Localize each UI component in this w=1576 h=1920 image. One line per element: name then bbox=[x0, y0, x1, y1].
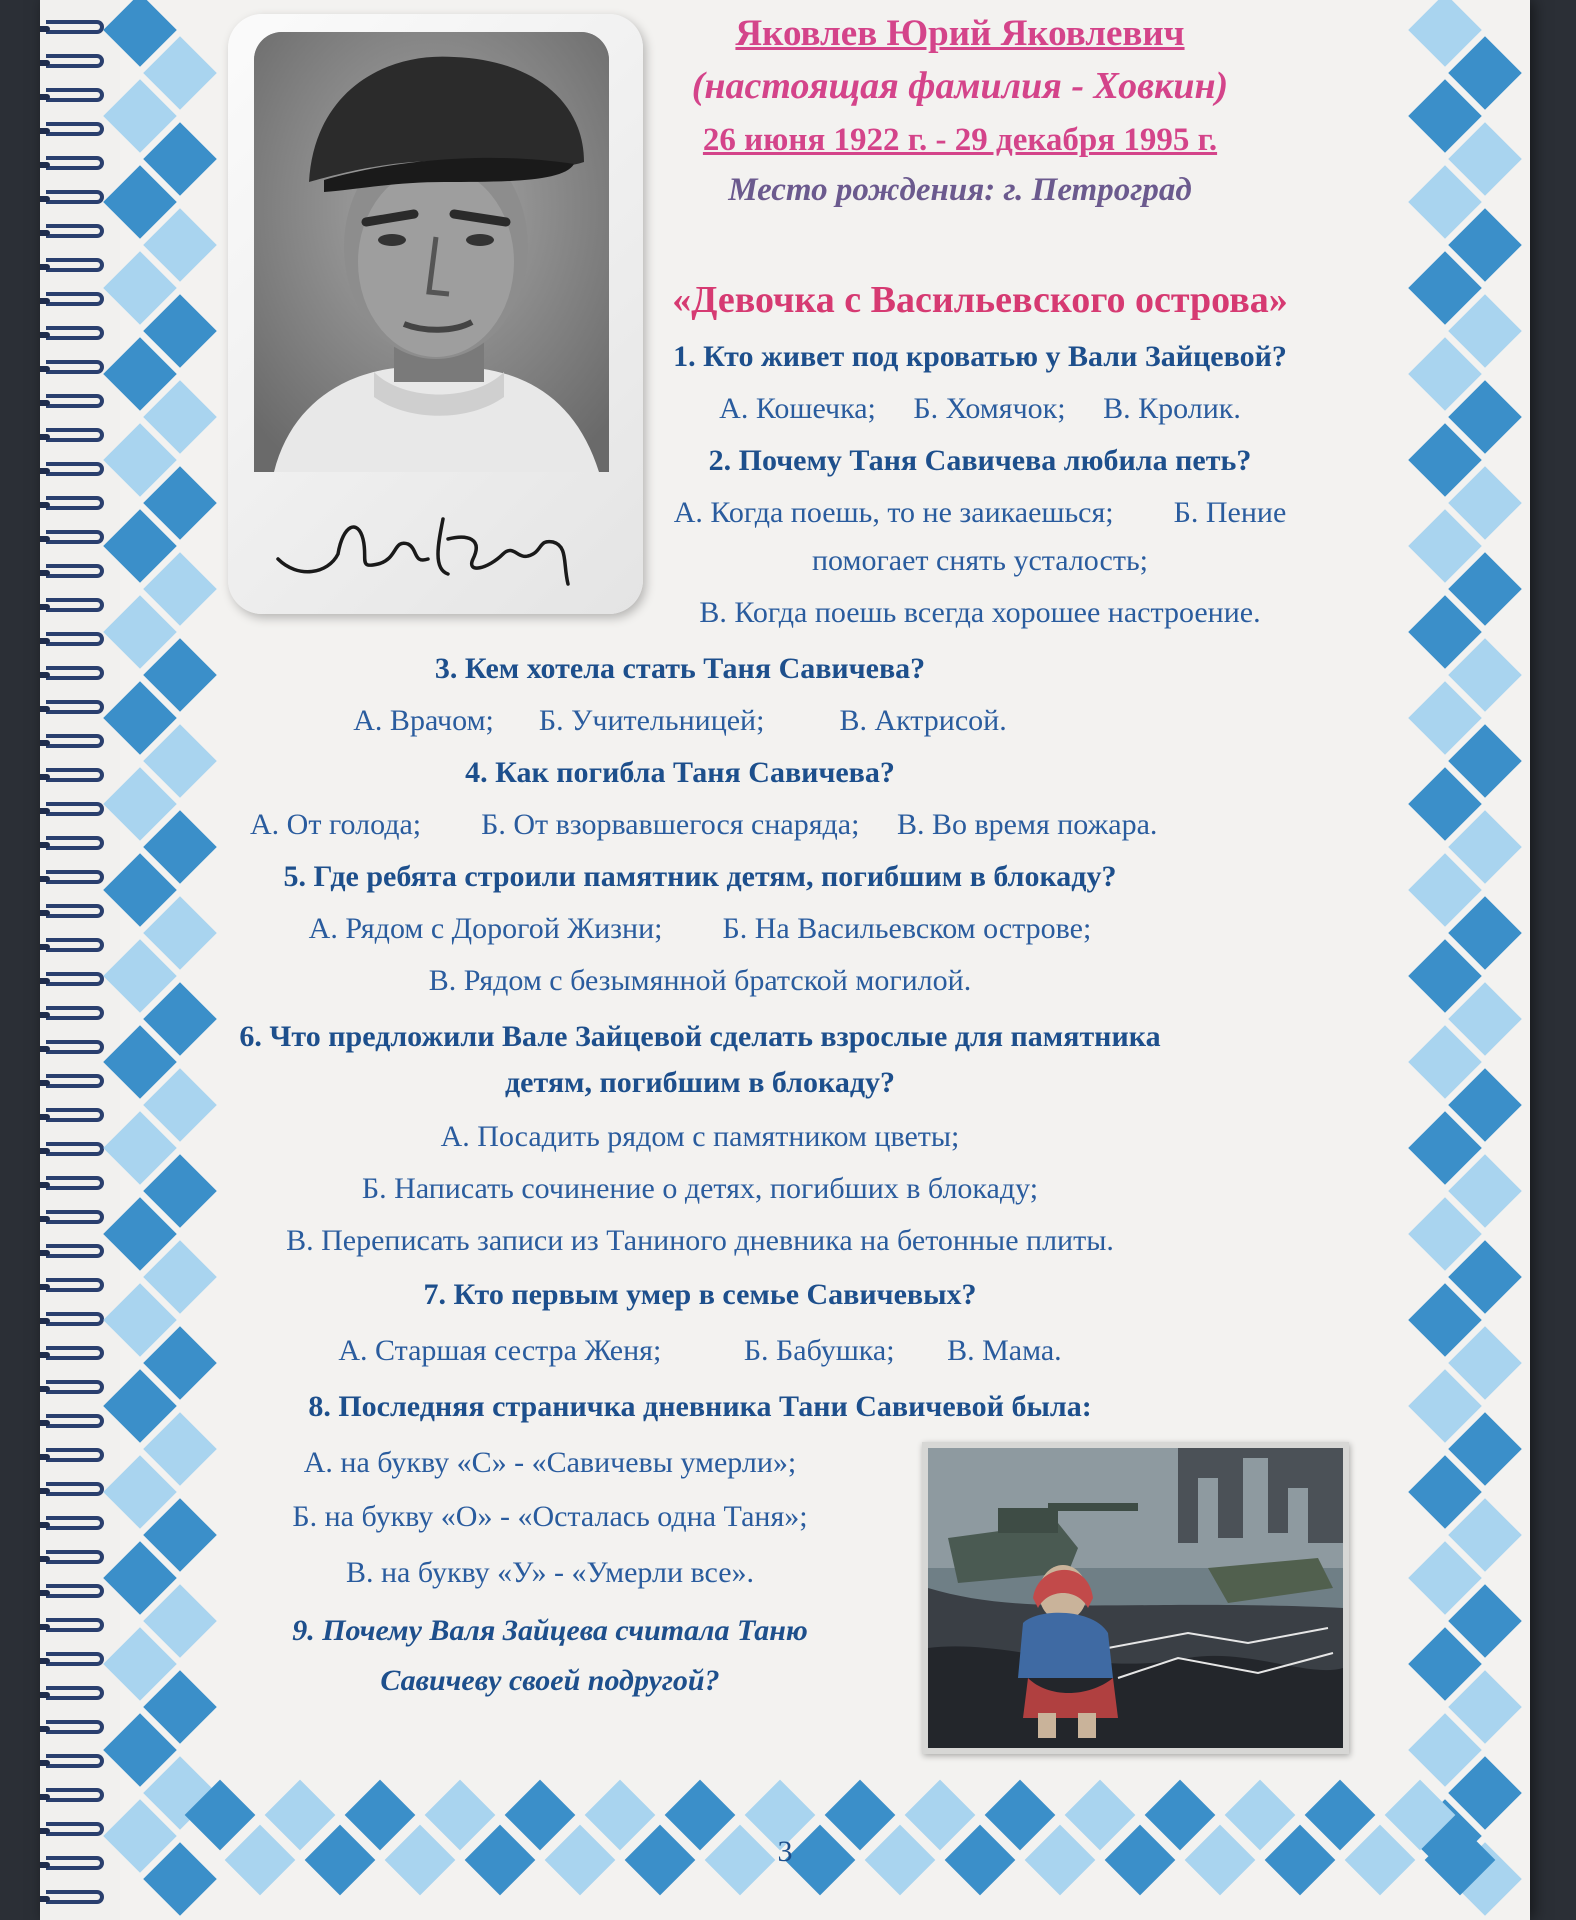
spiral-ring bbox=[46, 870, 104, 884]
author-signature bbox=[268, 484, 588, 594]
answer-option: Б. Пение bbox=[1173, 496, 1287, 529]
spiral-ring bbox=[46, 1584, 104, 1598]
spiral-ring bbox=[46, 1380, 104, 1394]
spiral-ring bbox=[46, 1108, 104, 1122]
spiral-ring bbox=[46, 54, 104, 68]
author-portrait bbox=[254, 32, 609, 472]
spiral-ring bbox=[46, 156, 104, 170]
answer-line bbox=[210, 1334, 1190, 1368]
answer-option: А. Кошечка; bbox=[719, 392, 876, 425]
spiral-ring bbox=[46, 1312, 104, 1326]
spiral-ring bbox=[46, 428, 104, 442]
question-7: 7. Кто первым умер в семье Савичевых? bbox=[423, 1278, 977, 1311]
spiral-ring bbox=[46, 394, 104, 408]
page-number: 3 bbox=[777, 1835, 793, 1868]
answer-option: Б. Написать сочинение о детях, погибших в блокаду; bbox=[361, 1172, 1039, 1205]
answer-option: Б. От взорвавшегося снаряда; bbox=[481, 808, 860, 841]
spiral-ring bbox=[46, 1244, 104, 1258]
spiral-ring bbox=[46, 1176, 104, 1190]
answer-option: В. Когда поешь всегда хорошее настроение. bbox=[699, 596, 1261, 629]
spiral-ring bbox=[46, 1040, 104, 1054]
question-9: 9. Почему Валя Зайцева считала Таню bbox=[292, 1614, 808, 1647]
spiral-ring bbox=[46, 1822, 104, 1836]
spiral-ring bbox=[46, 700, 104, 714]
answer-line bbox=[250, 808, 1158, 842]
spiral-ring bbox=[46, 1482, 104, 1496]
spiral-ring bbox=[46, 1346, 104, 1360]
spiral-ring bbox=[46, 122, 104, 136]
spiral-ring bbox=[46, 360, 104, 374]
spiral-ring bbox=[46, 1074, 104, 1088]
answer-option: В. Кролик. bbox=[1103, 392, 1241, 425]
question-2: 2. Почему Таня Савичева любила петь? bbox=[708, 444, 1252, 477]
author-dates: 26 июня 1922 г. - 29 декабря 1995 г. bbox=[702, 122, 1218, 158]
author-birthplace: Место рождения: г. Петроград bbox=[728, 172, 1192, 208]
answer-option: Б. на букву «О» - «Осталась одна Таня»; bbox=[292, 1500, 808, 1533]
answer-option: В. Мама. bbox=[947, 1334, 1062, 1367]
spiral-ring bbox=[46, 1788, 104, 1802]
spiral-ring bbox=[46, 1652, 104, 1666]
question-1: 1. Кто живет под кроватью у Вали Зайцевой? bbox=[673, 340, 1287, 373]
spiral-ring bbox=[46, 190, 104, 204]
answer-option: А. Врачом; bbox=[353, 704, 494, 737]
answer-option: Б. Хомячок; bbox=[913, 392, 1066, 425]
spiral-ring bbox=[46, 1754, 104, 1768]
spiral-ring bbox=[46, 1006, 104, 1020]
spiral-ring bbox=[46, 802, 104, 816]
spiral-ring bbox=[46, 1720, 104, 1734]
spiral-ring bbox=[46, 768, 104, 782]
answer-option: В. Во время пожара. bbox=[896, 808, 1158, 841]
author-real-name: (настоящая фамилия - Ховкин) bbox=[691, 65, 1229, 107]
question-3: 3. Кем хотела стать Таня Савичева? bbox=[434, 652, 926, 685]
answer-option: А. Когда поешь, то не заикаешься; bbox=[673, 496, 1114, 529]
spiral-ring bbox=[46, 1516, 104, 1530]
author-photo-card bbox=[228, 14, 643, 614]
spiral-ring bbox=[46, 1142, 104, 1156]
spiral-ring bbox=[46, 462, 104, 476]
spiral-ring bbox=[46, 20, 104, 34]
answer-option: помогает снять усталость; bbox=[811, 544, 1148, 577]
spiral-ring bbox=[46, 258, 104, 272]
spiral-ring bbox=[46, 1448, 104, 1462]
spiral-ring bbox=[46, 292, 104, 306]
answer-option: А. Старшая сестра Женя; bbox=[338, 1334, 662, 1367]
answer-option: А. на букву «С» - «Савичевы умерли»; bbox=[303, 1446, 797, 1479]
book-title: «Девочка с Васильевского острова» bbox=[672, 279, 1288, 321]
spiral-ring bbox=[46, 1618, 104, 1632]
answer-option: А. От голода; bbox=[250, 808, 422, 841]
spiral-ring bbox=[46, 496, 104, 510]
spiral-ring bbox=[46, 1210, 104, 1224]
answer-option: Б. На Васильевском острове; bbox=[722, 912, 1092, 945]
spiral-ring bbox=[46, 1550, 104, 1564]
answer-option: Б. Учительницей; bbox=[538, 704, 765, 737]
answer-option: В. Актрисой. bbox=[839, 704, 1007, 737]
war-painting bbox=[922, 1442, 1349, 1754]
answer-option: В. Переписать записи из Таниного дневника на бетонные плиты. bbox=[286, 1224, 1114, 1257]
spiral-ring bbox=[46, 598, 104, 612]
answer-option: А. Рядом с Дорогой Жизни; bbox=[308, 912, 663, 945]
spiral-ring bbox=[46, 530, 104, 544]
answer-line bbox=[610, 496, 1350, 530]
answer-line bbox=[610, 392, 1350, 426]
spiral-ring bbox=[46, 1278, 104, 1292]
spiral-ring bbox=[46, 88, 104, 102]
spiral-ring bbox=[46, 734, 104, 748]
spiral-ring bbox=[46, 224, 104, 238]
spiral-ring bbox=[46, 938, 104, 952]
answer-option: А. Посадить рядом с памятником цветы; bbox=[440, 1120, 960, 1153]
spiral-ring bbox=[46, 666, 104, 680]
spiral-ring bbox=[46, 1414, 104, 1428]
book-page bbox=[40, 0, 1530, 1920]
answer-line bbox=[310, 704, 1050, 738]
question-6: 6. Что предложили Вале Зайцевой сделать взрослые для памятника bbox=[239, 1020, 1161, 1053]
spiral-ring bbox=[46, 564, 104, 578]
spiral-ring bbox=[46, 326, 104, 340]
answer-option: В. Рядом с безымянной братской могилой. bbox=[428, 964, 972, 997]
question-5: 5. Где ребята строили памятник детям, погибшим в блокаду? bbox=[283, 860, 1117, 893]
question-9-cont: Савичеву своей подругой? bbox=[380, 1664, 720, 1697]
spiral-ring bbox=[46, 1686, 104, 1700]
spiral-ring bbox=[46, 632, 104, 646]
spiral-ring bbox=[46, 904, 104, 918]
answer-line bbox=[250, 912, 1150, 946]
question-4: 4. Как погибла Таня Савичева? bbox=[465, 756, 895, 789]
spiral-ring bbox=[46, 836, 104, 850]
spiral-ring bbox=[46, 1890, 104, 1904]
question-6-cont: детям, погибшим в блокаду? bbox=[504, 1066, 896, 1099]
author-name: Яковлев Юрий Яковлевич bbox=[735, 13, 1185, 54]
spiral-ring bbox=[46, 972, 104, 986]
question-8: 8. Последняя страничка дневника Тани Савичевой была: bbox=[308, 1390, 1092, 1423]
answer-option: В. на букву «У» - «Умерли все». bbox=[345, 1556, 755, 1589]
answer-option: Б. Бабушка; bbox=[743, 1334, 895, 1367]
